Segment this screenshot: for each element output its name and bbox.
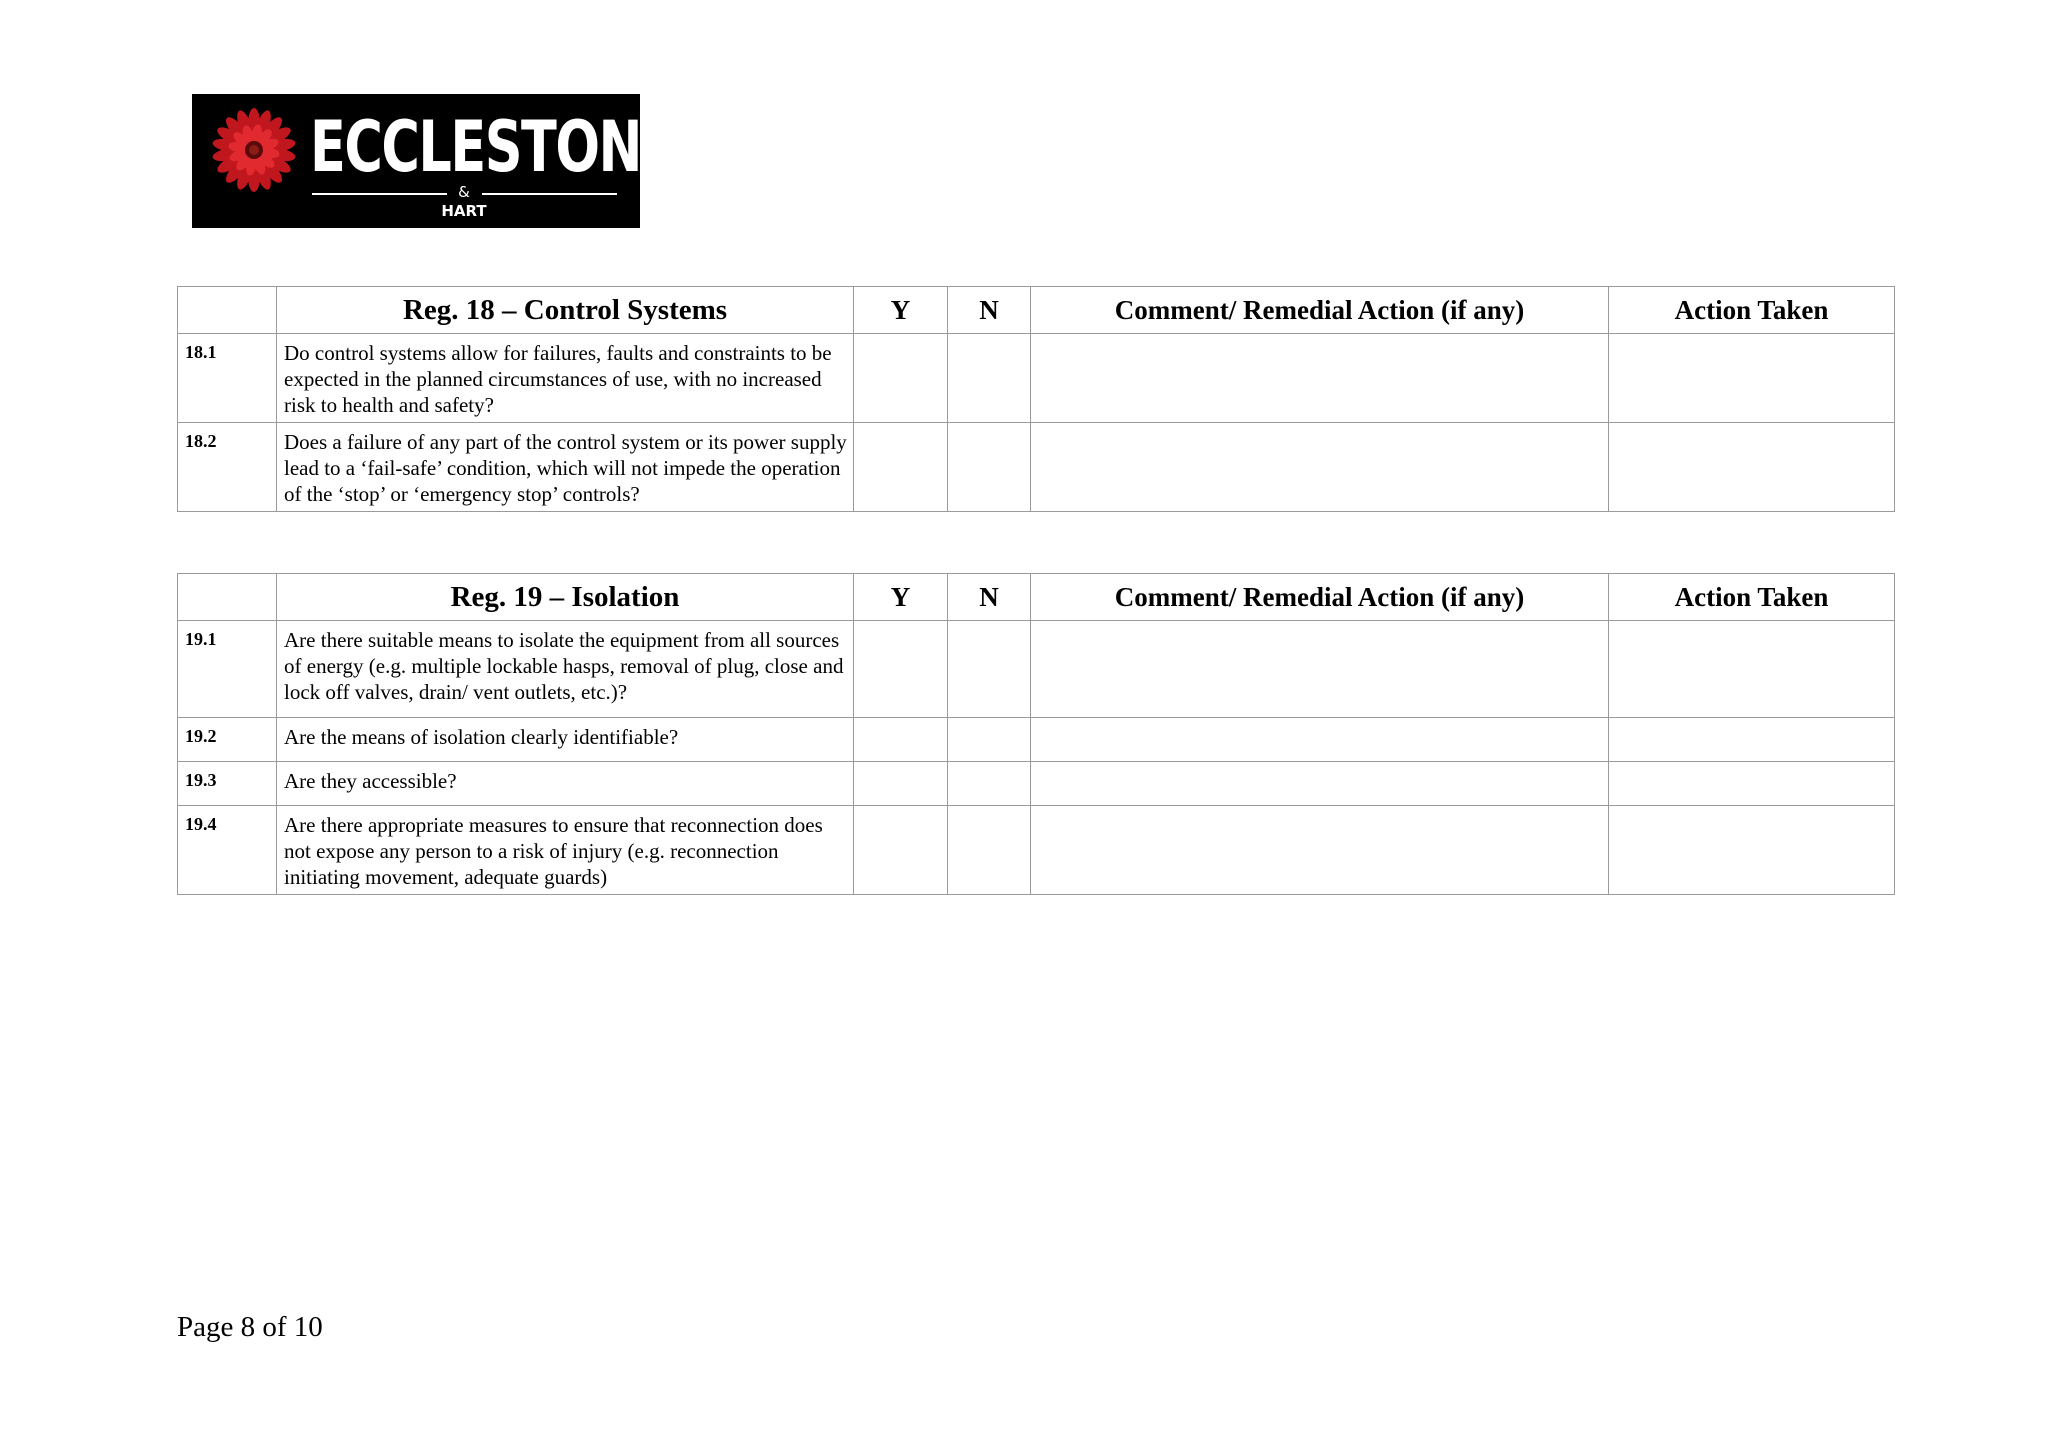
yes-cell[interactable] [854, 718, 948, 762]
question-text: Are they accessible? [277, 762, 854, 806]
action-taken-cell[interactable] [1609, 762, 1895, 806]
comment-header: Comment/ Remedial Action (if any) [1031, 287, 1609, 334]
comment-cell[interactable] [1031, 423, 1609, 512]
item-number: 19.3 [178, 762, 277, 806]
question-text: Are the means of isolation clearly identifiable? [277, 718, 854, 762]
table-header-row [178, 287, 1895, 334]
action-taken-cell[interactable] [1609, 806, 1895, 895]
action-taken-header: Action Taken [1609, 574, 1895, 621]
action-taken-cell[interactable] [1609, 423, 1895, 512]
question-text: Are there suitable means to isolate the equipment from all sources of energy (e.g. multiple lockable hasps, removal of plug, close and lock off valves, drain/ vent outlets, etc.)? [277, 621, 854, 718]
action-taken-header: Action Taken [1609, 287, 1895, 334]
no-cell[interactable] [948, 806, 1031, 895]
action-taken-cell[interactable] [1609, 621, 1895, 718]
page-number: Page 8 of 10 [177, 1311, 323, 1343]
yes-cell[interactable] [854, 762, 948, 806]
table-row [178, 806, 1895, 895]
number-header [178, 574, 277, 621]
number-header [178, 287, 277, 334]
logo-ampersand: & [458, 183, 470, 201]
comment-cell[interactable] [1031, 806, 1609, 895]
yes-header: Y [854, 287, 948, 334]
no-header: N [948, 574, 1031, 621]
reg-18-table [177, 286, 1895, 512]
company-logo [192, 94, 640, 228]
logo-divider-left [312, 193, 447, 195]
item-number: 19.1 [178, 621, 277, 718]
item-number: 19.2 [178, 718, 277, 762]
table-header-row [178, 574, 1895, 621]
yes-header: Y [854, 574, 948, 621]
comment-cell[interactable] [1031, 621, 1609, 718]
no-cell[interactable] [948, 762, 1031, 806]
item-number: 18.2 [178, 423, 277, 512]
table-row [178, 718, 1895, 762]
reg-19-table [177, 573, 1895, 895]
logo-subtitle: HART [441, 202, 487, 220]
yes-cell[interactable] [854, 334, 948, 423]
logo-divider-right [482, 193, 617, 195]
item-number: 18.1 [178, 334, 277, 423]
comment-cell[interactable] [1031, 334, 1609, 423]
no-cell[interactable] [948, 621, 1031, 718]
no-cell[interactable] [948, 718, 1031, 762]
action-taken-cell[interactable] [1609, 334, 1895, 423]
section-title: Reg. 19 – Isolation [277, 574, 854, 621]
logo-wordmark: ECCLESTON [310, 106, 641, 188]
comment-cell[interactable] [1031, 762, 1609, 806]
no-cell[interactable] [948, 334, 1031, 423]
table-row [178, 621, 1895, 718]
question-text: Do control systems allow for failures, faults and constraints to be expected in the planned circumstances of use, with no increased risk to health and safety? [277, 334, 854, 423]
no-cell[interactable] [948, 423, 1031, 512]
question-text: Are there appropriate measures to ensure that reconnection does not expose any person to a risk of injury (e.g. reconnection initiating movement, adequate guards) [277, 806, 854, 895]
flower-icon [212, 106, 296, 194]
yes-cell[interactable] [854, 806, 948, 895]
table-row [178, 423, 1895, 512]
section-title: Reg. 18 – Control Systems [277, 287, 854, 334]
action-taken-cell[interactable] [1609, 718, 1895, 762]
yes-cell[interactable] [854, 621, 948, 718]
question-text: Does a failure of any part of the control system or its power supply lead to a ‘fail-safe’ condition, which will not impede the operation of the ‘stop’ or ‘emergency stop’ controls? [277, 423, 854, 512]
table-row [178, 762, 1895, 806]
no-header: N [948, 287, 1031, 334]
comment-cell[interactable] [1031, 718, 1609, 762]
yes-cell[interactable] [854, 423, 948, 512]
comment-header: Comment/ Remedial Action (if any) [1031, 574, 1609, 621]
table-row [178, 334, 1895, 423]
item-number: 19.4 [178, 806, 277, 895]
